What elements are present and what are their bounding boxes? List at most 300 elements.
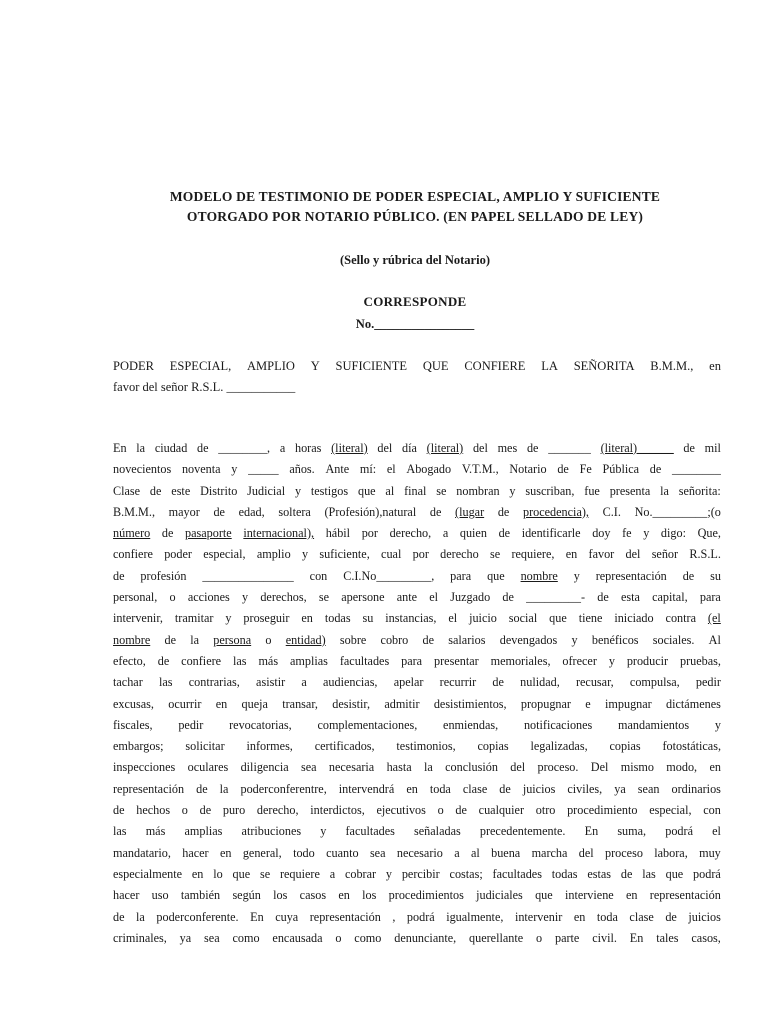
body-word: (literal) bbox=[426, 441, 464, 455]
body-line bbox=[113, 566, 721, 587]
body-word: hacer bbox=[182, 845, 209, 860]
body-word: de bbox=[682, 568, 695, 583]
body-word: en bbox=[219, 845, 232, 860]
body-line bbox=[113, 587, 721, 608]
body-word: de bbox=[157, 653, 170, 668]
body-word: cobrar bbox=[344, 866, 377, 881]
body-word: se bbox=[259, 866, 271, 881]
body-paragraph bbox=[113, 438, 721, 949]
body-word: Notario bbox=[509, 462, 547, 477]
body-word: también bbox=[180, 888, 221, 903]
body-word: notificaciones bbox=[523, 717, 593, 732]
body-word: otro bbox=[535, 803, 556, 818]
document-title bbox=[100, 187, 730, 227]
body-word: enmiendas, bbox=[443, 717, 499, 732]
body-word: al bbox=[470, 845, 480, 860]
body-word: noventa bbox=[181, 462, 221, 477]
body-word: de bbox=[197, 441, 209, 455]
body-word: o bbox=[169, 590, 176, 605]
body-word: su bbox=[710, 568, 721, 583]
body-word: y bbox=[225, 611, 232, 626]
body-word: sociales. bbox=[652, 632, 695, 647]
body-word: doy bbox=[592, 526, 611, 541]
body-word: que bbox=[549, 611, 567, 626]
body-word: suma, bbox=[617, 824, 647, 839]
body-word: edad, bbox=[238, 504, 265, 519]
body-word: denunciante, bbox=[394, 930, 457, 945]
body-word: representación bbox=[649, 888, 721, 903]
body-word: la bbox=[660, 483, 669, 498]
body-word: cual bbox=[381, 547, 402, 562]
body-word: En bbox=[113, 441, 127, 455]
body-word: los bbox=[362, 888, 377, 903]
body-word: embargos; bbox=[113, 739, 164, 754]
body-word: buena bbox=[491, 845, 521, 860]
body-word: Judicial bbox=[247, 483, 286, 498]
body-word: mayor bbox=[168, 504, 200, 519]
body-word: en bbox=[573, 909, 586, 924]
body-word: la bbox=[190, 632, 200, 647]
body-line bbox=[113, 459, 721, 480]
body-word: de bbox=[113, 909, 125, 924]
body-line bbox=[113, 502, 721, 523]
body-word: estas bbox=[587, 866, 612, 881]
body-word: R.S.L. bbox=[689, 547, 721, 562]
body-word: hacer bbox=[113, 888, 140, 903]
body-word: poder bbox=[164, 547, 192, 562]
body-word: B.M.M., bbox=[113, 504, 155, 519]
body-word: se bbox=[436, 483, 447, 498]
body-word: de bbox=[492, 675, 504, 690]
body-word: requiere bbox=[279, 866, 320, 881]
body-word: mí: bbox=[359, 462, 377, 477]
body-word: queja bbox=[241, 696, 268, 711]
heading-line-1 bbox=[113, 356, 721, 377]
body-word: o bbox=[536, 930, 543, 945]
body-word: proceso. bbox=[537, 760, 579, 775]
body-word: tachar bbox=[113, 675, 143, 690]
body-word: pedir bbox=[178, 717, 204, 732]
body-word: como bbox=[354, 930, 382, 945]
body-word: soltera bbox=[278, 504, 311, 519]
body-word: de bbox=[557, 462, 569, 477]
body-word: judiciales bbox=[476, 888, 523, 903]
body-word: _________- bbox=[526, 590, 586, 605]
body-word: complementaciones, bbox=[317, 717, 418, 732]
body-word: procedimiento bbox=[567, 803, 638, 818]
body-line bbox=[113, 779, 721, 800]
body-word: desistimientos, bbox=[433, 696, 507, 711]
body-word: nulidad, bbox=[520, 675, 560, 690]
body-word: facultades bbox=[345, 824, 395, 839]
body-word: o bbox=[265, 632, 272, 647]
body-word: se bbox=[318, 590, 330, 605]
body-word: representación bbox=[309, 909, 381, 924]
body-word: representación bbox=[113, 781, 185, 796]
body-word: la bbox=[136, 441, 146, 455]
body-word: ejecutivos bbox=[376, 803, 426, 818]
body-word: poderconferente. bbox=[156, 909, 239, 924]
body-word: diligencia bbox=[240, 760, 289, 775]
body-word: (literal) bbox=[331, 441, 368, 455]
body-word: de bbox=[498, 526, 511, 541]
heading-word: CONFIERE bbox=[464, 359, 526, 373]
body-word: (literal)______ bbox=[600, 441, 674, 455]
body-word: de bbox=[164, 632, 176, 647]
body-word: el bbox=[448, 611, 458, 626]
body-word: mismo bbox=[620, 760, 654, 775]
body-word: solicitar bbox=[185, 739, 225, 754]
body-word: especial, bbox=[649, 803, 692, 818]
body-word: suscriban, bbox=[525, 483, 575, 498]
body-word: por bbox=[412, 547, 429, 562]
body-word: o bbox=[335, 930, 342, 945]
body-word: mandamientos bbox=[618, 717, 690, 732]
body-word: toda bbox=[596, 909, 618, 924]
body-word: confiere bbox=[113, 547, 153, 562]
body-word: y bbox=[231, 462, 238, 477]
body-word: e bbox=[585, 696, 591, 711]
body-word: copias bbox=[609, 739, 641, 754]
body-word: poderconferentre, bbox=[240, 781, 327, 796]
body-word: y bbox=[301, 547, 309, 562]
body-word: encausada bbox=[272, 930, 323, 945]
body-word: persona bbox=[213, 632, 252, 647]
body-word: clase bbox=[629, 909, 654, 924]
body-word: internacional), bbox=[243, 526, 315, 541]
body-word: instancias, bbox=[385, 611, 437, 626]
body-word: podrá bbox=[406, 909, 435, 924]
body-word: C.I.No_________, bbox=[343, 568, 435, 583]
body-word: identificarle bbox=[521, 526, 581, 541]
body-word: de bbox=[502, 590, 514, 605]
body-word: a bbox=[454, 845, 460, 860]
body-word: digo: bbox=[660, 526, 686, 541]
body-word: ya bbox=[179, 930, 192, 945]
body-line bbox=[113, 438, 721, 459]
body-word: de bbox=[620, 866, 633, 881]
body-word: y bbox=[509, 483, 516, 498]
heading-word: ESPECIAL, bbox=[169, 359, 232, 373]
body-word: suficiente, bbox=[319, 547, 370, 562]
body-word: pedir bbox=[695, 675, 721, 690]
body-word: revocatorias, bbox=[229, 717, 292, 732]
body-word: proceso bbox=[605, 845, 643, 860]
body-word: interviene bbox=[564, 888, 614, 903]
body-word: horas bbox=[294, 441, 322, 455]
body-word: en bbox=[625, 888, 638, 903]
body-word: Al bbox=[708, 632, 721, 647]
body-word: el bbox=[712, 824, 721, 839]
body-word: derecho, bbox=[389, 526, 432, 541]
body-word: ante bbox=[396, 590, 418, 605]
body-word: de bbox=[199, 803, 212, 818]
body-word: necesaria bbox=[328, 760, 375, 775]
body-word: nombre bbox=[113, 632, 151, 647]
body-line bbox=[113, 864, 721, 885]
heading-word: LA bbox=[541, 359, 558, 373]
body-word: benéficos bbox=[591, 632, 639, 647]
body-word: que bbox=[487, 568, 505, 583]
body-word: oculares bbox=[187, 760, 229, 775]
body-word: del bbox=[510, 760, 526, 775]
body-word: todas bbox=[324, 611, 351, 626]
body-word: pruebas, bbox=[680, 653, 721, 668]
body-word: a bbox=[329, 866, 336, 881]
body-word: tiene bbox=[578, 611, 603, 626]
body-word: ofrecer bbox=[562, 653, 597, 668]
body-word: por bbox=[361, 526, 378, 541]
body-word: de bbox=[113, 803, 125, 818]
body-word: más bbox=[145, 824, 166, 839]
body-line bbox=[113, 843, 721, 864]
power-heading-paragraph bbox=[113, 356, 721, 398]
body-word: de bbox=[213, 504, 225, 519]
body-word: facultades bbox=[339, 653, 390, 668]
body-word: y bbox=[573, 568, 580, 583]
body-word: querellante bbox=[469, 930, 524, 945]
body-word: V.T.M., bbox=[461, 462, 499, 477]
body-word: y bbox=[571, 632, 578, 647]
body-word: ocurrir bbox=[168, 696, 202, 711]
body-word: en bbox=[406, 781, 418, 796]
body-word: juicios bbox=[522, 781, 556, 796]
body-word: Que, bbox=[697, 526, 721, 541]
body-word: de bbox=[597, 590, 609, 605]
heading-line-2: favor del señor R.S.L. ___________ bbox=[113, 380, 296, 394]
body-word: fiscales, bbox=[113, 717, 153, 732]
body-word: señor bbox=[651, 547, 679, 562]
body-word: En bbox=[629, 930, 644, 945]
body-word: (el bbox=[707, 611, 721, 626]
body-word: casos, bbox=[691, 930, 721, 945]
body-word: _______ bbox=[548, 441, 591, 455]
body-word: ________, bbox=[218, 441, 271, 455]
body-word: y bbox=[320, 824, 327, 839]
body-word: fe bbox=[622, 526, 632, 541]
body-word: del bbox=[377, 441, 393, 455]
body-word: sea bbox=[300, 760, 317, 775]
body-word: de bbox=[455, 803, 467, 818]
body-word: en bbox=[215, 696, 228, 711]
title-line-2: OTORGADO POR NOTARIO PÚBLICO. (EN PAPEL SELLADO DE LEY) bbox=[186, 209, 644, 224]
body-word: derechos, bbox=[260, 590, 307, 605]
body-word: casos bbox=[299, 888, 327, 903]
body-word: número bbox=[113, 526, 151, 541]
body-word: con bbox=[703, 803, 721, 818]
body-word: Abogado bbox=[406, 462, 452, 477]
body-word: y bbox=[294, 483, 302, 498]
body-word: tales bbox=[656, 930, 679, 945]
body-word: y bbox=[608, 653, 615, 668]
body-word: y bbox=[714, 717, 721, 732]
body-line bbox=[113, 907, 721, 928]
body-word: costas; bbox=[449, 866, 483, 881]
body-word: ________ bbox=[672, 462, 721, 477]
body-word: acciones bbox=[187, 590, 230, 605]
body-word: _____ bbox=[248, 462, 279, 477]
body-word: precedentemente. bbox=[479, 824, 566, 839]
body-word: uso bbox=[151, 888, 169, 903]
body-word: presentar bbox=[434, 653, 479, 668]
body-line bbox=[113, 736, 721, 757]
body-line bbox=[113, 630, 721, 651]
body-word: audiencias, bbox=[323, 675, 378, 690]
body-word: todo bbox=[293, 845, 315, 860]
body-word: testimonios, bbox=[396, 739, 456, 754]
body-word: se bbox=[490, 547, 501, 562]
body-word: este bbox=[171, 483, 191, 498]
body-word: mil bbox=[704, 441, 721, 455]
body-word: parte bbox=[554, 930, 580, 945]
heading-word: en bbox=[709, 359, 721, 373]
body-word: marcha bbox=[531, 845, 568, 860]
body-word: asistir bbox=[256, 675, 286, 690]
body-word: admitir bbox=[384, 696, 420, 711]
body-line bbox=[113, 715, 721, 736]
body-word: necesario bbox=[396, 845, 443, 860]
body-word: testigos bbox=[310, 483, 349, 498]
body-word: con bbox=[309, 568, 328, 583]
body-word: que bbox=[357, 483, 376, 498]
body-word: interdictos, bbox=[310, 803, 365, 818]
body-word: especial, bbox=[203, 547, 246, 562]
heading-word: PODER bbox=[113, 359, 154, 373]
body-word: señaladas bbox=[414, 824, 461, 839]
body-word: señorita: bbox=[678, 483, 721, 498]
body-word: civil. bbox=[592, 930, 617, 945]
body-word: sobre bbox=[339, 632, 367, 647]
body-line bbox=[113, 885, 721, 906]
body-word: labora, bbox=[654, 845, 688, 860]
body-word: Fe bbox=[579, 462, 592, 477]
body-word: del bbox=[625, 547, 641, 562]
body-word: capital, bbox=[652, 590, 688, 605]
body-word: (lugar bbox=[455, 504, 485, 519]
body-word: las bbox=[158, 675, 173, 690]
body-line bbox=[113, 694, 721, 715]
body-word: la bbox=[423, 760, 433, 775]
body-word: civiles, bbox=[567, 781, 603, 796]
body-word: de bbox=[665, 909, 677, 924]
heading-word: Y bbox=[310, 359, 320, 373]
body-word: las bbox=[232, 653, 247, 668]
body-word: sean bbox=[637, 781, 660, 796]
body-word: años. bbox=[289, 462, 315, 477]
body-word: su bbox=[362, 611, 374, 626]
body-word: percibir bbox=[401, 866, 440, 881]
body-word: No._________;(o bbox=[634, 504, 721, 519]
document-number: No.________________ bbox=[355, 317, 475, 331]
body-word: iniciado bbox=[614, 611, 654, 626]
body-word: lo bbox=[213, 866, 223, 881]
body-word: recusar, bbox=[575, 675, 614, 690]
body-word: final bbox=[404, 483, 427, 498]
body-word: personal, bbox=[113, 590, 158, 605]
body-word: cuanto bbox=[326, 845, 359, 860]
body-word: apersone bbox=[341, 590, 385, 605]
body-word: o bbox=[181, 803, 188, 818]
body-word: ordinarios bbox=[671, 781, 721, 796]
body-word: en bbox=[301, 611, 313, 626]
body-word: en bbox=[565, 547, 578, 562]
body-word: legalizadas, bbox=[530, 739, 588, 754]
heading-word: SEÑORITA bbox=[573, 359, 635, 373]
body-word: para bbox=[401, 653, 423, 668]
body-line bbox=[113, 608, 721, 629]
body-word: o bbox=[437, 803, 444, 818]
corresponde-heading: CORRESPONDE bbox=[363, 294, 467, 309]
body-word: Ante bbox=[325, 462, 350, 477]
body-word: de bbox=[113, 568, 125, 583]
body-word: novecientos bbox=[113, 462, 172, 477]
body-word: proseguir bbox=[243, 611, 290, 626]
body-word: a bbox=[279, 441, 286, 455]
body-word: cualquier bbox=[478, 803, 524, 818]
body-word: En bbox=[584, 824, 599, 839]
body-word: juicio bbox=[469, 611, 497, 626]
body-line bbox=[113, 928, 721, 949]
body-word: C.I. bbox=[602, 504, 621, 519]
body-word: de bbox=[196, 781, 208, 796]
body-word: efecto, bbox=[113, 653, 146, 668]
body-word: el bbox=[429, 590, 439, 605]
body-word: la bbox=[136, 909, 145, 924]
body-word: podrá bbox=[665, 824, 693, 839]
body-word: intervenir bbox=[514, 909, 563, 924]
body-word: clase bbox=[462, 781, 488, 796]
body-word: del bbox=[472, 441, 488, 455]
body-word: puro bbox=[222, 803, 246, 818]
body-word: para bbox=[699, 590, 721, 605]
body-word: _______________ bbox=[202, 568, 294, 583]
body-line bbox=[113, 651, 721, 672]
body-word: copias bbox=[477, 739, 509, 754]
body-word: especialmente bbox=[113, 866, 183, 881]
body-word: quien bbox=[459, 526, 487, 541]
body-word: fue bbox=[584, 483, 600, 498]
body-line bbox=[113, 672, 721, 693]
body-word: de bbox=[429, 504, 442, 519]
body-word: los bbox=[273, 888, 288, 903]
body-word: procedimientos bbox=[388, 888, 464, 903]
body-word: tramitar bbox=[174, 611, 214, 626]
body-word: sea bbox=[204, 930, 220, 945]
body-word: de bbox=[149, 483, 162, 498]
body-word: amplio bbox=[256, 547, 291, 562]
body-word: al bbox=[385, 483, 395, 498]
seal-note: (Sello y rúbrica del Notario) bbox=[340, 253, 490, 267]
body-word: las bbox=[642, 866, 656, 881]
body-word: desistir, bbox=[332, 696, 371, 711]
body-word: favor bbox=[588, 547, 615, 562]
body-word: Distrito bbox=[200, 483, 238, 498]
body-word: confiere bbox=[181, 653, 222, 668]
body-word: Del bbox=[590, 760, 609, 775]
body-word: toda bbox=[429, 781, 451, 796]
title-line-1: MODELO DE TESTIMONIO DE PODER ESPECIAL, AMPLIO Y SUFICIENTE bbox=[169, 189, 661, 204]
body-word: que bbox=[535, 888, 553, 903]
body-word: representación bbox=[595, 568, 667, 583]
body-word: intervendrá bbox=[338, 781, 395, 796]
body-word: Clase bbox=[113, 483, 141, 498]
body-word: contra bbox=[665, 611, 696, 626]
body-word: igualmente, bbox=[446, 909, 504, 924]
body-word: informes, bbox=[246, 739, 293, 754]
body-word: hábil bbox=[325, 526, 351, 541]
body-word: podrá bbox=[693, 866, 721, 881]
body-word: Pública bbox=[602, 462, 640, 477]
